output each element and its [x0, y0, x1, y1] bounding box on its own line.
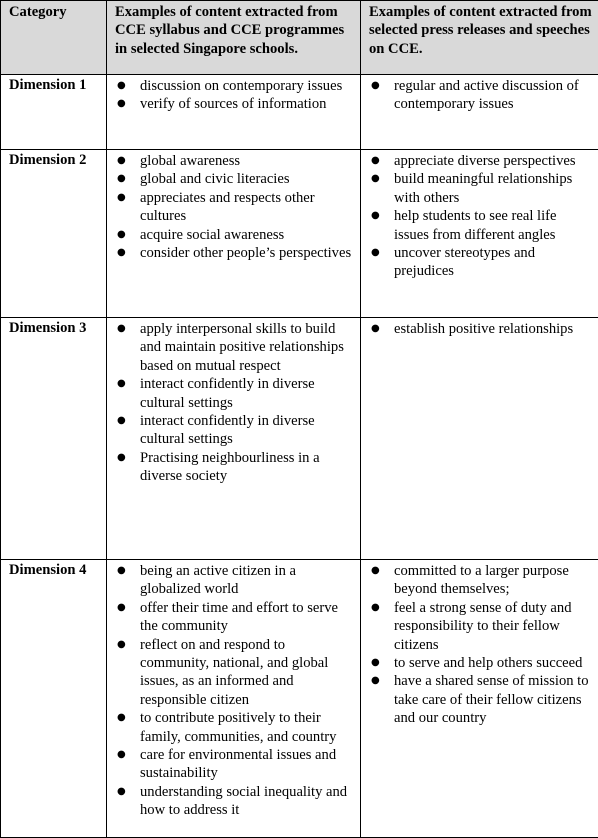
press-list	[369, 76, 592, 114]
bullet-item: ● consider other people’s perspectives	[115, 244, 354, 262]
bullet-item: ● verify of sources of information	[115, 95, 354, 113]
bullet-item: ● to contribute positively to their family, communities, and country	[115, 709, 354, 746]
press-cell	[361, 75, 598, 150]
bullet-item: ● appreciate diverse perspectives	[369, 152, 592, 170]
header-syllabus: Examples of content extracted from CCE syllabus and CCE programmes in selected Singapore schools.	[107, 1, 361, 75]
press-list	[369, 319, 592, 338]
header-press: Examples of content extracted from selected press releases and speeches on CCE.	[361, 1, 598, 75]
bullet-item: ● feel a strong sense of duty and responsibility to their fellow citizens	[369, 599, 592, 654]
bullet-item: ● global awareness	[115, 152, 354, 170]
dimension-label: Dimension 3	[1, 318, 107, 560]
table-row	[1, 318, 598, 560]
press-list	[369, 151, 592, 281]
syllabus-cell	[107, 318, 361, 560]
bullet-item: ● help students to see real life issues from different angles	[369, 207, 592, 244]
bullet-item: ● establish positive relationships	[369, 320, 592, 338]
bullet-item: ● apply interpersonal skills to build and maintain positive relationships based on mutual respect	[115, 320, 354, 375]
dimension-label: Dimension 1	[1, 75, 107, 150]
bullet-item: ● discussion on contemporary issues	[115, 77, 354, 95]
bullet-item: ● offer their time and effort to serve the community	[115, 599, 354, 636]
syllabus-cell	[107, 150, 361, 318]
header-row	[1, 1, 598, 75]
bullet-item: ● Practising neighbourliness in a diverse society	[115, 449, 354, 486]
syllabus-list	[115, 319, 354, 486]
press-list	[369, 561, 592, 728]
press-cell	[361, 318, 598, 560]
bullet-item: ● global and civic literacies	[115, 170, 354, 188]
bullet-item: ● acquire social awareness	[115, 226, 354, 244]
bullet-item: ● committed to a larger purpose beyond themselves;	[369, 562, 592, 599]
press-cell	[361, 150, 598, 318]
syllabus-list	[115, 151, 354, 262]
bullet-item: ● uncover stereotypes and prejudices	[369, 244, 592, 281]
bullet-item: ● to serve and help others succeed	[369, 654, 592, 672]
press-cell	[361, 560, 598, 838]
header-category: Category	[1, 1, 107, 75]
syllabus-list	[115, 76, 354, 114]
bullet-item: ● regular and active discussion of contemporary issues	[369, 77, 592, 114]
bullet-item: ● care for environmental issues and sustainability	[115, 746, 354, 783]
table-row	[1, 75, 598, 150]
bullet-item: ● appreciates and respects other cultures	[115, 189, 354, 226]
dimension-label: Dimension 4	[1, 560, 107, 838]
table-body	[1, 75, 598, 838]
table-row	[1, 560, 598, 838]
table-row	[1, 150, 598, 318]
bullet-item: ● understanding social inequality and how to address it	[115, 783, 354, 820]
syllabus-cell	[107, 560, 361, 838]
syllabus-list	[115, 561, 354, 820]
bullet-item: ● being an active citizen in a globalized world	[115, 562, 354, 599]
dimension-label: Dimension 2	[1, 150, 107, 318]
bullet-item: ● have a shared sense of mission to take care of their fellow citizens and our country	[369, 672, 592, 727]
bullet-item: ● interact confidently in diverse cultural settings	[115, 412, 354, 449]
syllabus-cell	[107, 75, 361, 150]
bullet-item: ● reflect on and respond to community, national, and global issues, as an informed and responsible citizen	[115, 636, 354, 710]
bullet-item: ● build meaningful relationships with others	[369, 170, 592, 207]
bullet-item: ● interact confidently in diverse cultural settings	[115, 375, 354, 412]
